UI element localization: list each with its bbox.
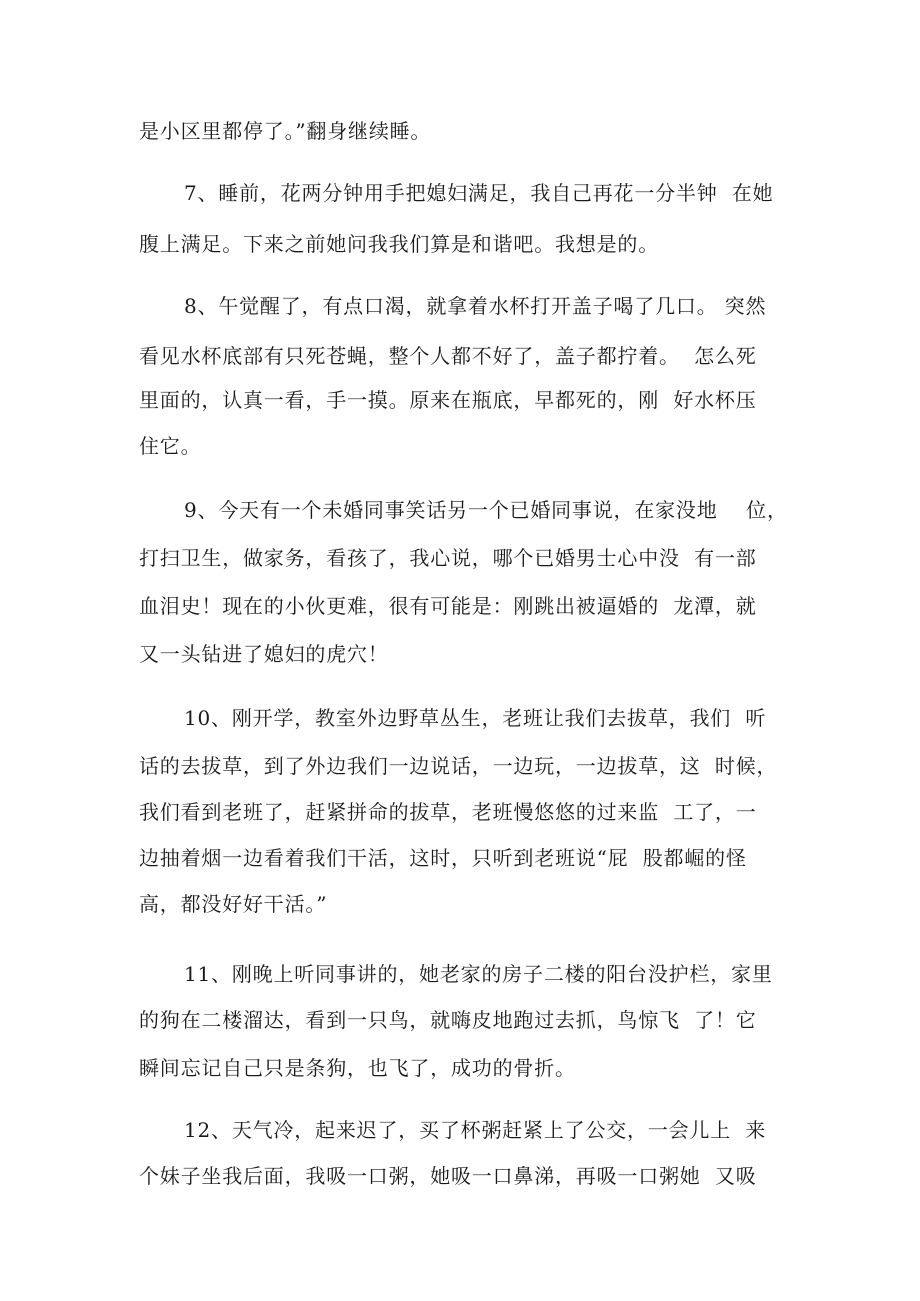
text-line: 住它。 [139, 434, 202, 458]
text-line: 8、午觉醒了，有点口渴，就拿着水杯打开盖子喝了几口。 突然 [184, 294, 767, 318]
text-line: 个妹子坐我后面，我吸一口粥，她吸一口鼻涕，再吸一口粥她 又吸 [139, 1164, 757, 1188]
text-line: 我们看到老班了，赶紧拼命的拔草，老班慢悠悠的过来监 工了，一 [139, 800, 757, 824]
text-line: 12、天气冷，起来迟了，买了杯粥赶紧上了公交，一会儿上 来 [184, 1118, 767, 1142]
text-line: 打扫卫生，做家务，看孩了，我心说，哪个已婚男士心中没 有一部 [139, 546, 757, 570]
text-line: 高，都没好好干活。” [139, 892, 328, 916]
text-line: 10、刚开学，教室外边野草丛生，老班让我们去拔草，我们 听 [184, 706, 767, 730]
text-line: 是小区里都停了。”翻身继续睡。 [139, 119, 432, 143]
text-line: 看见水杯底部有只死苍蝇，整个人都不好了，盖子都拧着。 怎么死 [139, 344, 757, 368]
text-line: 11、刚晚上听同事讲的，她老家的房子二楼的阳台没护栏，家里 [184, 962, 773, 986]
text-line: 7、睡前，花两分钟用手把媳妇满足，我自己再花一分半钟 在她 [184, 181, 774, 205]
text-line: 的狗在二楼溜达，看到一只鸟，就嗨皮地跑过去抓，鸟惊飞 了！它 [139, 1008, 757, 1032]
text-line: 边抽着烟一边看着我们干活，这时，只听到老班说“屁 股都崛的怪 [139, 846, 747, 870]
text-line: 瞬间忘记自己只是条狗，也飞了，成功的骨折。 [139, 1056, 576, 1080]
text-line: 话的去拔草，到了外边我们一边说话，一边玩，一边拔草，这 时候， [139, 754, 778, 778]
text-line: 里面的，认真一看，手一摸。原来在瓶底，早都死的，刚 好水杯压 [139, 388, 757, 412]
text-line: 腹上满足。下来之前她问我我们算是和谐吧。我想是的。 [139, 232, 659, 256]
text-line: 血泪史！现在的小伙更难，很有可能是：刚跳出被逼婚的 龙潭，就 [139, 594, 757, 618]
text-line: 又一头钻进了媳妇的虎穴！ [139, 642, 389, 666]
text-line: 9、今天有一个未婚同事笑话另一个已婚同事说，在家没地 位， [184, 498, 788, 522]
